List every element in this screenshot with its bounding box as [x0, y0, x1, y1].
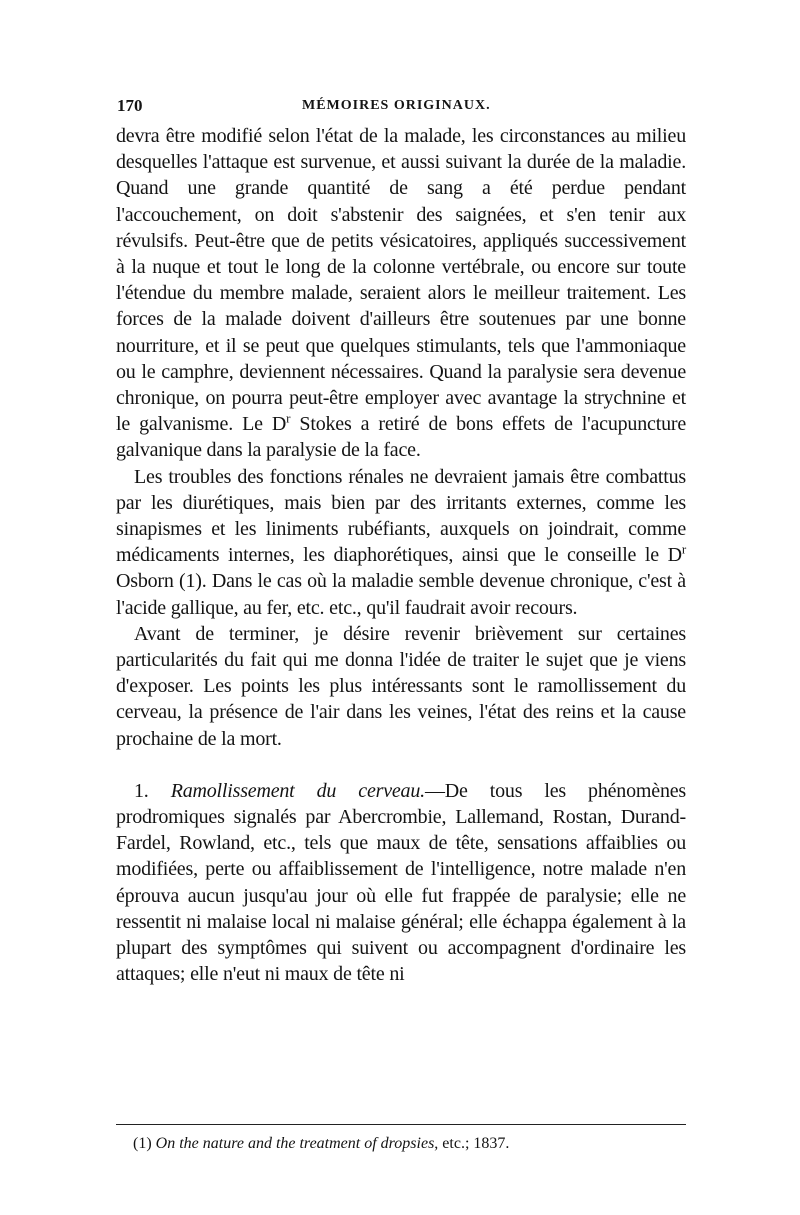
paragraph-4-text: —De tous les phénomènes prodromiques signalés par Abercrombie, Lallemand, Rostan, Durand-Fardel, Rowland, etc., tels que maux de tête, sensations affaiblies ou modifiées, perte ou affaiblissement de l'intelligence, notre malade n'en éprouva aucun jusqu'au jour où elle fut frappée de paralysie; elle ne ressentit ni malaise local ni malaise général; elle échappa également à la plupart des symptômes qui suivent ou accompagnent d'ordinaire les attaques; elle n'eut ni maux de tête ni	[116, 779, 687, 986]
page-header	[117, 96, 686, 118]
section-gap	[116, 752, 686, 778]
footnote-rule	[116, 1124, 686, 1125]
body-text	[116, 123, 686, 988]
paragraph-1-text: devra être modifié selon l'état de la malade, les circonstances au milieu desquelles l'attaque est survenue, et aussi suivant la durée de la maladie. Quand une grande quantité de sang a été perdue pendant l'accouchement, on doit s'abstenir des saignées, et s'en tenir aux révulsifs. Peut-être que de petits vésicatoires, appliqués successivement à la nuque et tout le long de la colonne vertébrale, ou encore sur toute l'étendue du membre malade, seraient alors le meilleur traitement. Les forces de la malade doivent d'ailleurs être soutenues par une bonne nourriture, et il se peut que quelques stimulants, tels que l'ammoniaque ou le camphre, deviennent nécessaires. Quand la paralysie sera devenue chronique, on pourra peut-être employer avec avantage la strychnine et le galvanisme. Le D	[116, 125, 686, 436]
paragraph-1	[116, 123, 686, 464]
paragraph-3-text: Avant de terminer, je désire revenir brièvement sur certaines particularités du fait qui me donna l'idée de traiter le sujet que je viens d'exposer. Les points les plus intéressants sont le ramollissement du cerveau, la présence de l'air dans les veines, l'état des reins et la cause prochaine de la mort.	[116, 622, 686, 750]
paragraph-2-text: Les troubles des fonctions rénales ne devraient jamais être combattus par les diurétiques, mais bien par des irritants externes, comme les sinapismes et les liniments rubéfiants, auxquels on joindrait, comme médicaments internes, les diaphorétiques, ainsi que le conseille le D	[116, 465, 686, 567]
paragraph-1-end: Stokes a retiré de bons effets de l'acupuncture galvanique dans la paralysie de la face.	[116, 413, 687, 462]
running-title: MÉMOIRES ORIGINAUX.	[302, 98, 491, 113]
paragraph-2	[116, 464, 686, 621]
paragraph-4	[116, 778, 686, 988]
footnote-marker: (1)	[133, 1135, 152, 1152]
paragraph-2-end: Osborn (1). Dans le cas où la maladie semble devenue chronique, c'est à l'acide gallique, au fer, etc. etc., qu'il faudrait avoir recours.	[116, 570, 686, 619]
footnote-title: On the nature and the treatment of dropsies	[155, 1135, 435, 1152]
section-number: 1.	[134, 779, 149, 802]
superscript-r: r	[286, 410, 291, 426]
footnote	[133, 1135, 693, 1153]
section-title: Ramollissement du cerveau.	[170, 779, 425, 802]
page-number: 170	[117, 96, 143, 115]
paragraph-3	[116, 621, 686, 752]
footnote-rest: , etc.; 1837.	[434, 1135, 510, 1152]
superscript-r: r	[681, 541, 686, 557]
